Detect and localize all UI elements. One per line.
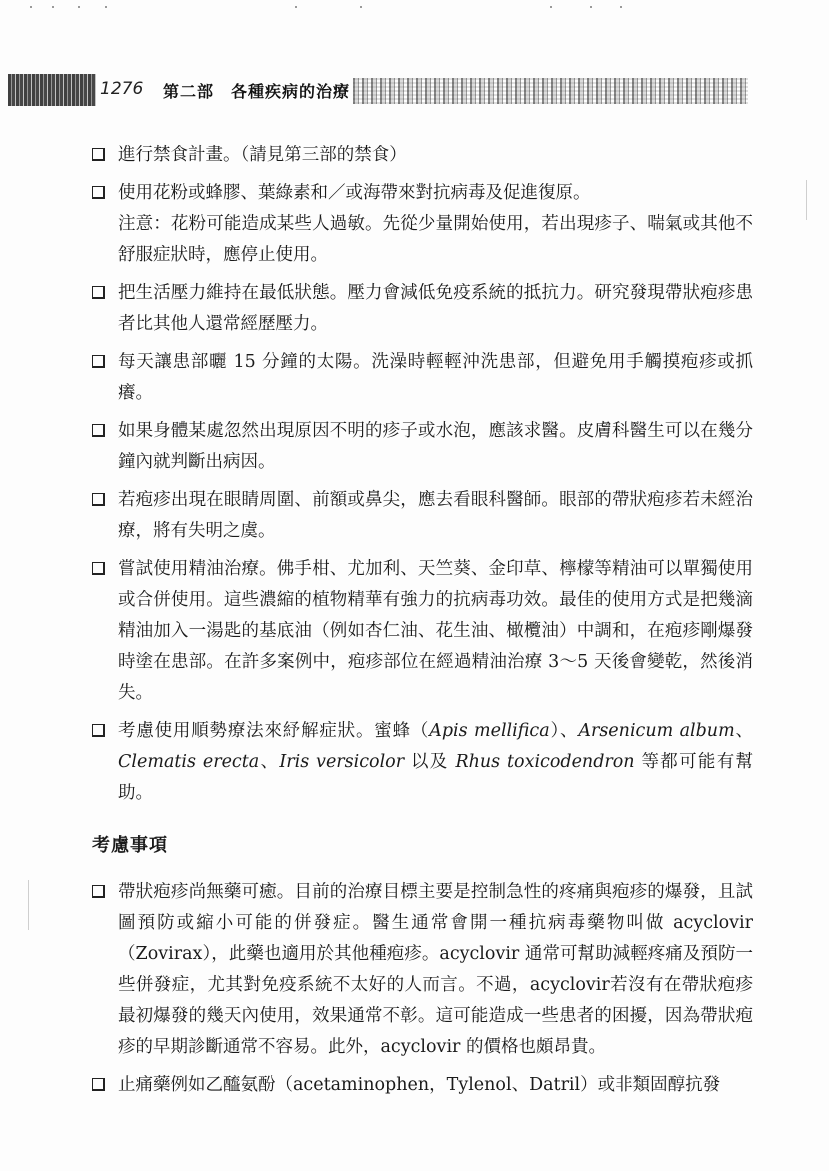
header-section-title: 第二部 各種疾病的治療	[163, 82, 351, 101]
list-item	[88, 178, 753, 271]
scan-speck	[550, 6, 552, 8]
scan-speck	[590, 6, 592, 8]
latin-remedy-name: Apis mellifica	[429, 721, 550, 741]
item-note: 注意：花粉可能造成某些人過敏。先從少量開始使用，若出現疹子、喘氣或其他不舒服症狀時，應停止使用。	[118, 214, 753, 265]
scan-speck	[620, 6, 622, 8]
latin-remedy-name: Clematis erecta	[118, 752, 260, 772]
checkbox-icon	[92, 186, 105, 199]
item-text: 止痛藥例如乙醯氨酚（acetaminophen，Tylenol、Datril）或非類固醇抗發	[118, 1075, 721, 1095]
checkbox-icon	[92, 286, 105, 299]
checkbox-icon	[92, 1078, 105, 1091]
list-item	[88, 554, 753, 709]
section-heading: 考慮事項	[92, 835, 168, 856]
scan-speck	[52, 6, 54, 8]
page-number: 1276	[100, 79, 144, 99]
list-item	[88, 416, 753, 478]
item-text: 帶狀疱疹尚無藥可癒。目前的治療目標主要是控制急性的疼痛與疱疹的爆發，且試圖預防或縮小可能的併發症。醫生通常會開一種抗病毒藥物叫做 acyclovir（Zovirax），此藥也適用於其他種疱疹。acyclovir 通常可幫助減輕疼痛及預防一些併發症，尤其對免疫系統不太好的人而言。不過，acyclovir若沒有在帶狀疱疹最初爆發的幾天內使用，效果通常不彰。這可能造成一些患者的困擾，因為帶狀疱疹的早期診斷通常不容易。此外，acyclovir 的價格也頗昂貴。	[118, 882, 753, 1057]
list-item	[88, 877, 753, 1063]
item-text: 嘗試使用精油治療。佛手柑、尤加利、天竺葵、金印草、檸檬等精油可以單獨使用或合併使用。這些濃縮的植物精華有強力的抗病毒功效。最佳的使用方式是把幾滴精油加入一湯匙的基底油（例如杏仁油、花生油、橄欖油）中調和，在疱疹剛爆發時塗在患部。在許多案例中，疱疹部位在經過精油治療 3～5 天後會變乾，然後消失。	[118, 559, 753, 703]
item-text-mid: 、	[259, 752, 280, 772]
item-text: 使用花粉或蜂膠、葉綠素和／或海帶來對抗病毒及促進復原。	[118, 183, 591, 203]
checkbox-icon	[92, 724, 105, 737]
checkbox-icon	[92, 355, 105, 368]
item-text-pre: 考慮使用順勢療法來紓解症狀。蜜蜂（	[118, 721, 430, 741]
margin-mark	[806, 180, 807, 220]
scan-specks	[30, 6, 790, 12]
scan-speck	[105, 6, 107, 8]
header-decorative-block	[8, 74, 96, 106]
item-text-mid: ）、	[549, 721, 579, 741]
item-text: 把生活壓力維持在最低狀態。壓力會減低免疫系統的抵抗力。研究發現帶狀疱疹患者比其他人還常經歷壓力。	[118, 283, 753, 334]
item-text-post: 等都可能有幫助。	[118, 752, 753, 803]
scan-speck	[78, 6, 80, 8]
item-text: 如果身體某處忽然出現原因不明的疹子或水泡，應該求醫。皮膚科醫生可以在幾分鐘內就判斷出病因。	[118, 421, 753, 472]
checkbox-icon	[92, 148, 105, 161]
list-item	[88, 347, 753, 409]
checkbox-icon	[92, 424, 105, 437]
item-text: 每天讓患部曬 15 分鐘的太陽。洗澡時輕輕沖洗患部，但避免用手觸摸疱疹或抓癢。	[118, 352, 753, 403]
scan-speck	[30, 6, 32, 8]
checkbox-icon	[92, 493, 105, 506]
item-text-mid: 以及	[404, 752, 456, 772]
checkbox-icon	[92, 885, 105, 898]
latin-remedy-name: Arsenicum album	[578, 721, 735, 741]
list-item	[88, 716, 753, 809]
list-item	[88, 1070, 753, 1101]
page-content	[88, 140, 753, 1108]
list-item	[88, 278, 753, 340]
latin-remedy-name: Iris versicolor	[279, 752, 405, 772]
running-header	[8, 72, 748, 108]
header-decorative-texture	[353, 78, 748, 104]
margin-mark	[28, 880, 29, 930]
scan-speck	[360, 6, 362, 8]
list-item	[88, 485, 753, 547]
item-text-mid: 、	[734, 721, 753, 741]
scan-speck	[295, 6, 297, 8]
list-item	[88, 140, 753, 171]
latin-remedy-name: Rhus toxicodendron	[455, 752, 635, 772]
item-text: 進行禁食計畫。（請見第三部的禁食）	[118, 145, 407, 165]
checkbox-icon	[92, 562, 105, 575]
item-text: 若疱疹出現在眼睛周圍、前額或鼻尖，應去看眼科醫師。眼部的帶狀疱疹若未經治療，將有失明之虞。	[118, 490, 753, 541]
